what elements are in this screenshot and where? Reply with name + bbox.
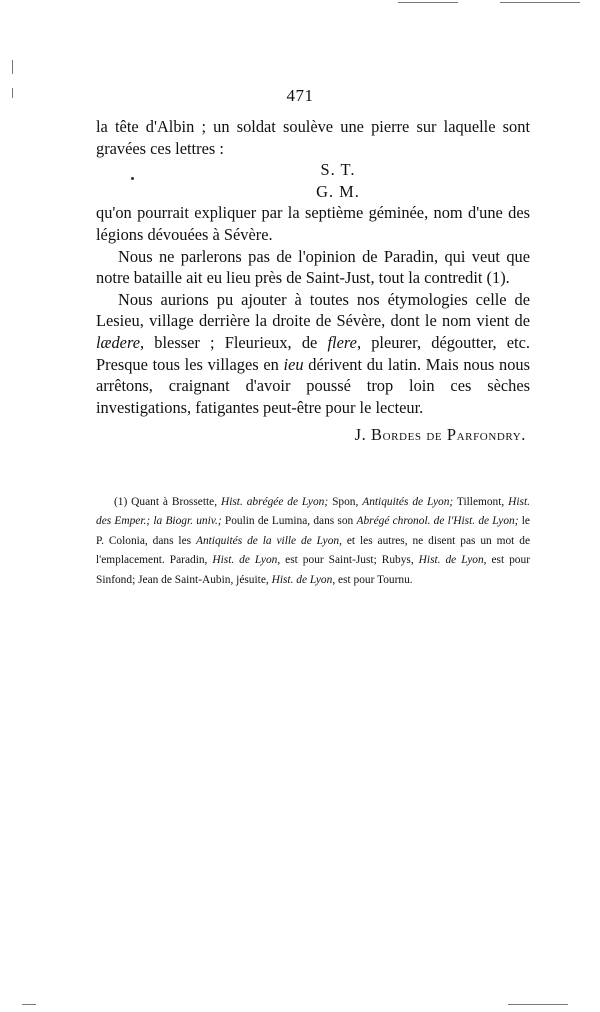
footnote-title: Antiquités de Lyon; bbox=[362, 496, 454, 508]
bottom-edge-mark bbox=[22, 1004, 36, 1005]
paragraph-continued: la tête d'Albin ; un soldat soulève une pierre sur laquelle sont gravées ces lettres : bbox=[96, 117, 530, 158]
etymology-text-c: , pleurer, dégoutter, etc. Presque tous les villages en bbox=[96, 332, 530, 374]
bottom-edge-mark-right bbox=[508, 1004, 568, 1005]
etymology-text-a: Nous aurions pu ajouter à toutes nos étymologies celle de Lesieu, village derrière la droite de Sévère, dont le nom vient de bbox=[96, 289, 530, 331]
footnote bbox=[96, 493, 530, 590]
footnote-text: , est pour Tournu. bbox=[332, 573, 413, 586]
footnote-title: Hist. de Lyon bbox=[418, 554, 484, 567]
main-text bbox=[96, 116, 530, 446]
footnote-text: , et les autres, ne disent pas un mot de l'emplacement. Paradin, bbox=[96, 534, 531, 567]
latin-word-laedere: lædere bbox=[96, 332, 141, 352]
footnote-text: Poulin de Lumina, dans son bbox=[221, 515, 357, 528]
footnote-title: Hist. des Emper.; la Biogr. univ.; bbox=[96, 496, 530, 528]
footnote-title: Hist. de Lyon bbox=[271, 573, 333, 586]
inscription-line-1: S. T. bbox=[320, 160, 356, 180]
paragraph-explanation: qu'on pourrait expliquer par la septième géminée, nom d'une des légions dévouées à Sévère. bbox=[96, 203, 530, 244]
paragraph-paradin: Nous ne parlerons pas de l'opinion de Paradin, qui veut que notre bataille ait eu lieu près de Saint-Just, tout la contredit (1). bbox=[96, 246, 530, 288]
footnote-title: Hist. de Lyon bbox=[212, 554, 278, 567]
page-number: 471 bbox=[286, 86, 314, 105]
paragraph-etymologies bbox=[96, 289, 530, 419]
suffix-ieu: ieu bbox=[283, 354, 304, 374]
footnote-text: le P. Colonia, dans les bbox=[96, 515, 530, 547]
footnote-text: Spon, bbox=[328, 496, 363, 508]
footnote-text: , est pour Sinfond; Jean de Saint-Aubin, jésuite, bbox=[96, 554, 530, 586]
footnote-text: Tillemont, bbox=[453, 496, 509, 508]
inscription bbox=[96, 159, 530, 202]
footnote-title: Antiquités de la ville de Lyon bbox=[195, 534, 340, 547]
top-edge-mark bbox=[398, 2, 458, 3]
latin-word-flere: flere bbox=[327, 332, 357, 352]
inscription-line-2: G. M. bbox=[316, 181, 360, 201]
author-signature: J. Bordes de Parfondry. bbox=[354, 425, 526, 445]
footnote-title: Abrégé chronol. de l'Hist. de Lyon; bbox=[356, 515, 519, 528]
footnote-text: (1) Quant à Brossette, bbox=[114, 496, 221, 508]
footnote-text: , est pour Saint-Just; Rubys, bbox=[277, 554, 419, 567]
left-margin-mark bbox=[12, 60, 13, 74]
top-edge-mark-right bbox=[500, 2, 580, 3]
etymology-text-d: dérivent du latin. Mais nous nous arrêtons, craignant d'avoir poussé trop loin ces sèches investigations, fatigantes peut-être pour le lecteur. bbox=[96, 354, 530, 417]
footnote-title: Hist. abrégée de Lyon; bbox=[220, 496, 329, 508]
etymology-text-b: , blesser ; Fleurieux, de bbox=[140, 332, 328, 352]
